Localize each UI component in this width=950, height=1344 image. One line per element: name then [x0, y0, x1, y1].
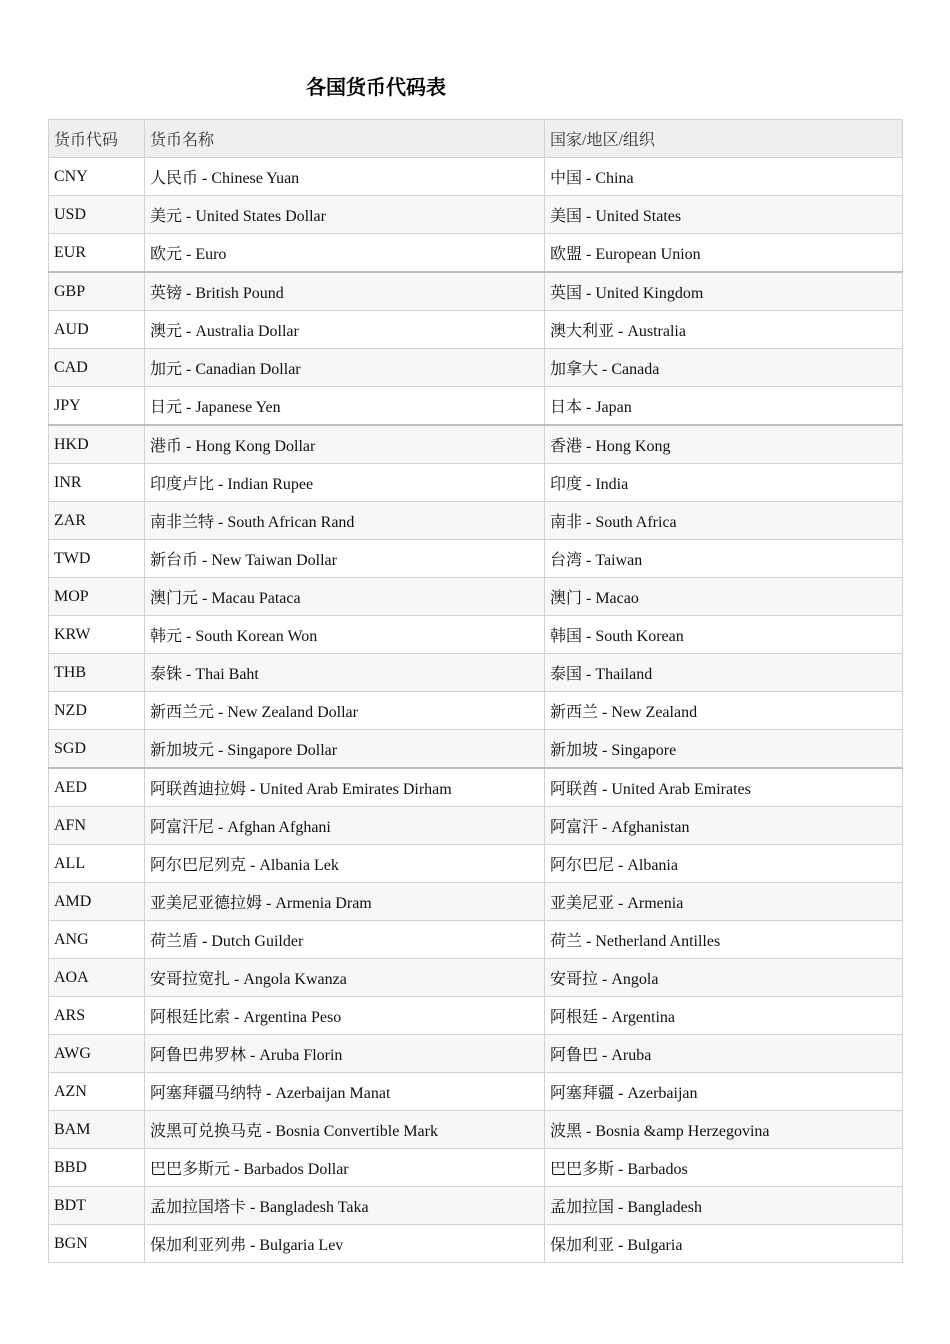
currency-name-cell: 新加坡元 - Singapore Dollar: [145, 730, 545, 769]
table-header-row: [49, 120, 903, 158]
country-cell: 澳门 - Macao: [545, 578, 903, 616]
currency-name-cell: 韩元 - South Korean Won: [145, 616, 545, 654]
table-row: [49, 387, 903, 426]
currency-code-cell: CNY: [49, 158, 145, 196]
currency-name-cell: 阿根廷比索 - Argentina Peso: [145, 997, 545, 1035]
table-row: [49, 311, 903, 349]
table-row: [49, 616, 903, 654]
country-cell: 中国 - China: [545, 158, 903, 196]
country-cell: 欧盟 - European Union: [545, 234, 903, 273]
currency-code-cell: AOA: [49, 959, 145, 997]
country-cell: 阿鲁巴 - Aruba: [545, 1035, 903, 1073]
currency-code-cell: AZN: [49, 1073, 145, 1111]
country-cell: 美国 - United States: [545, 196, 903, 234]
currency-code-cell: BBD: [49, 1149, 145, 1187]
table-row: [49, 1073, 903, 1111]
table-row: [49, 425, 903, 464]
country-cell: 台湾 - Taiwan: [545, 540, 903, 578]
currency-code-cell: ARS: [49, 997, 145, 1035]
country-cell: 荷兰 - Netherland Antilles: [545, 921, 903, 959]
currency-name-cell: 孟加拉国塔卡 - Bangladesh Taka: [145, 1187, 545, 1225]
currency-name-cell: 加元 - Canadian Dollar: [145, 349, 545, 387]
currency-name-cell: 阿富汗尼 - Afghan Afghani: [145, 807, 545, 845]
country-cell: 新西兰 - New Zealand: [545, 692, 903, 730]
currency-code-cell: SGD: [49, 730, 145, 769]
currency-name-cell: 澳门元 - Macau Pataca: [145, 578, 545, 616]
currency-code-cell: ZAR: [49, 502, 145, 540]
country-cell: 加拿大 - Canada: [545, 349, 903, 387]
country-cell: 韩国 - South Korean: [545, 616, 903, 654]
header-currency-name: 货币名称: [145, 120, 545, 158]
currency-code-cell: AWG: [49, 1035, 145, 1073]
currency-code-cell: USD: [49, 196, 145, 234]
table-row: [49, 768, 903, 807]
currency-name-cell: 南非兰特 - South African Rand: [145, 502, 545, 540]
currency-name-cell: 阿联酋迪拉姆 - United Arab Emirates Dirham: [145, 768, 545, 807]
currency-code-cell: BAM: [49, 1111, 145, 1149]
currency-name-cell: 新西兰元 - New Zealand Dollar: [145, 692, 545, 730]
currency-name-cell: 印度卢比 - Indian Rupee: [145, 464, 545, 502]
currency-name-cell: 日元 - Japanese Yen: [145, 387, 545, 426]
country-cell: 阿联酋 - United Arab Emirates: [545, 768, 903, 807]
country-cell: 泰国 - Thailand: [545, 654, 903, 692]
currency-name-cell: 美元 - United States Dollar: [145, 196, 545, 234]
currency-name-cell: 人民币 - Chinese Yuan: [145, 158, 545, 196]
table-row: [49, 502, 903, 540]
currency-code-cell: JPY: [49, 387, 145, 426]
table-row: [49, 1035, 903, 1073]
currency-code-table: [48, 119, 903, 1263]
table-row: [49, 654, 903, 692]
country-cell: 南非 - South Africa: [545, 502, 903, 540]
currency-name-cell: 泰铢 - Thai Baht: [145, 654, 545, 692]
currency-code-cell: BDT: [49, 1187, 145, 1225]
header-currency-code: 货币代码: [49, 120, 145, 158]
currency-code-cell: NZD: [49, 692, 145, 730]
table-row: [49, 158, 903, 196]
table-row: [49, 1187, 903, 1225]
table-row: [49, 234, 903, 273]
table-row: [49, 1225, 903, 1263]
country-cell: 保加利亚 - Bulgaria: [545, 1225, 903, 1263]
country-cell: 巴巴多斯 - Barbados: [545, 1149, 903, 1187]
country-cell: 澳大利亚 - Australia: [545, 311, 903, 349]
currency-code-cell: KRW: [49, 616, 145, 654]
table-row: [49, 540, 903, 578]
table-row: [49, 1149, 903, 1187]
table-row: [49, 692, 903, 730]
currency-code-cell: GBP: [49, 272, 145, 311]
currency-code-cell: INR: [49, 464, 145, 502]
country-cell: 印度 - India: [545, 464, 903, 502]
country-cell: 英国 - United Kingdom: [545, 272, 903, 311]
currency-code-cell: BGN: [49, 1225, 145, 1263]
currency-name-cell: 英镑 - British Pound: [145, 272, 545, 311]
table-row: [49, 272, 903, 311]
table-row: [49, 578, 903, 616]
currency-code-cell: ANG: [49, 921, 145, 959]
currency-code-cell: EUR: [49, 234, 145, 273]
table-row: [49, 196, 903, 234]
currency-name-cell: 阿塞拜疆马纳特 - Azerbaijan Manat: [145, 1073, 545, 1111]
table-row: [49, 883, 903, 921]
table-body: [49, 158, 903, 1263]
currency-code-cell: MOP: [49, 578, 145, 616]
country-cell: 新加坡 - Singapore: [545, 730, 903, 769]
table-row: [49, 921, 903, 959]
currency-code-cell: AMD: [49, 883, 145, 921]
table-row: [49, 1111, 903, 1149]
page-title: 各国货币代码表: [306, 75, 446, 99]
table-row: [49, 959, 903, 997]
currency-name-cell: 波黑可兑换马克 - Bosnia Convertible Mark: [145, 1111, 545, 1149]
currency-name-cell: 澳元 - Australia Dollar: [145, 311, 545, 349]
country-cell: 阿尔巴尼 - Albania: [545, 845, 903, 883]
country-cell: 波黑 - Bosnia &amp Herzegovina: [545, 1111, 903, 1149]
currency-code-cell: ALL: [49, 845, 145, 883]
country-cell: 安哥拉 - Angola: [545, 959, 903, 997]
currency-name-cell: 保加利亚列弗 - Bulgaria Lev: [145, 1225, 545, 1263]
country-cell: 阿根廷 - Argentina: [545, 997, 903, 1035]
currency-code-cell: AUD: [49, 311, 145, 349]
country-cell: 日本 - Japan: [545, 387, 903, 426]
currency-code-cell: TWD: [49, 540, 145, 578]
currency-name-cell: 巴巴多斯元 - Barbados Dollar: [145, 1149, 545, 1187]
table-row: [49, 349, 903, 387]
table-row: [49, 807, 903, 845]
currency-name-cell: 阿尔巴尼列克 - Albania Lek: [145, 845, 545, 883]
currency-code-cell: CAD: [49, 349, 145, 387]
table-row: [49, 997, 903, 1035]
currency-name-cell: 荷兰盾 - Dutch Guilder: [145, 921, 545, 959]
currency-name-cell: 亚美尼亚德拉姆 - Armenia Dram: [145, 883, 545, 921]
currency-name-cell: 新台币 - New Taiwan Dollar: [145, 540, 545, 578]
currency-name-cell: 阿鲁巴弗罗林 - Aruba Florin: [145, 1035, 545, 1073]
currency-code-cell: AFN: [49, 807, 145, 845]
country-cell: 阿富汗 - Afghanistan: [545, 807, 903, 845]
table-row: [49, 845, 903, 883]
table-row: [49, 464, 903, 502]
table-row: [49, 730, 903, 769]
country-cell: 香港 - Hong Kong: [545, 425, 903, 464]
currency-code-cell: HKD: [49, 425, 145, 464]
country-cell: 阿塞拜疆 - Azerbaijan: [545, 1073, 903, 1111]
header-country-region: 国家/地区/组织: [545, 120, 903, 158]
country-cell: 亚美尼亚 - Armenia: [545, 883, 903, 921]
currency-code-cell: THB: [49, 654, 145, 692]
country-cell: 孟加拉国 - Bangladesh: [545, 1187, 903, 1225]
currency-name-cell: 安哥拉宽扎 - Angola Kwanza: [145, 959, 545, 997]
currency-name-cell: 港币 - Hong Kong Dollar: [145, 425, 545, 464]
currency-name-cell: 欧元 - Euro: [145, 234, 545, 273]
currency-code-cell: AED: [49, 768, 145, 807]
